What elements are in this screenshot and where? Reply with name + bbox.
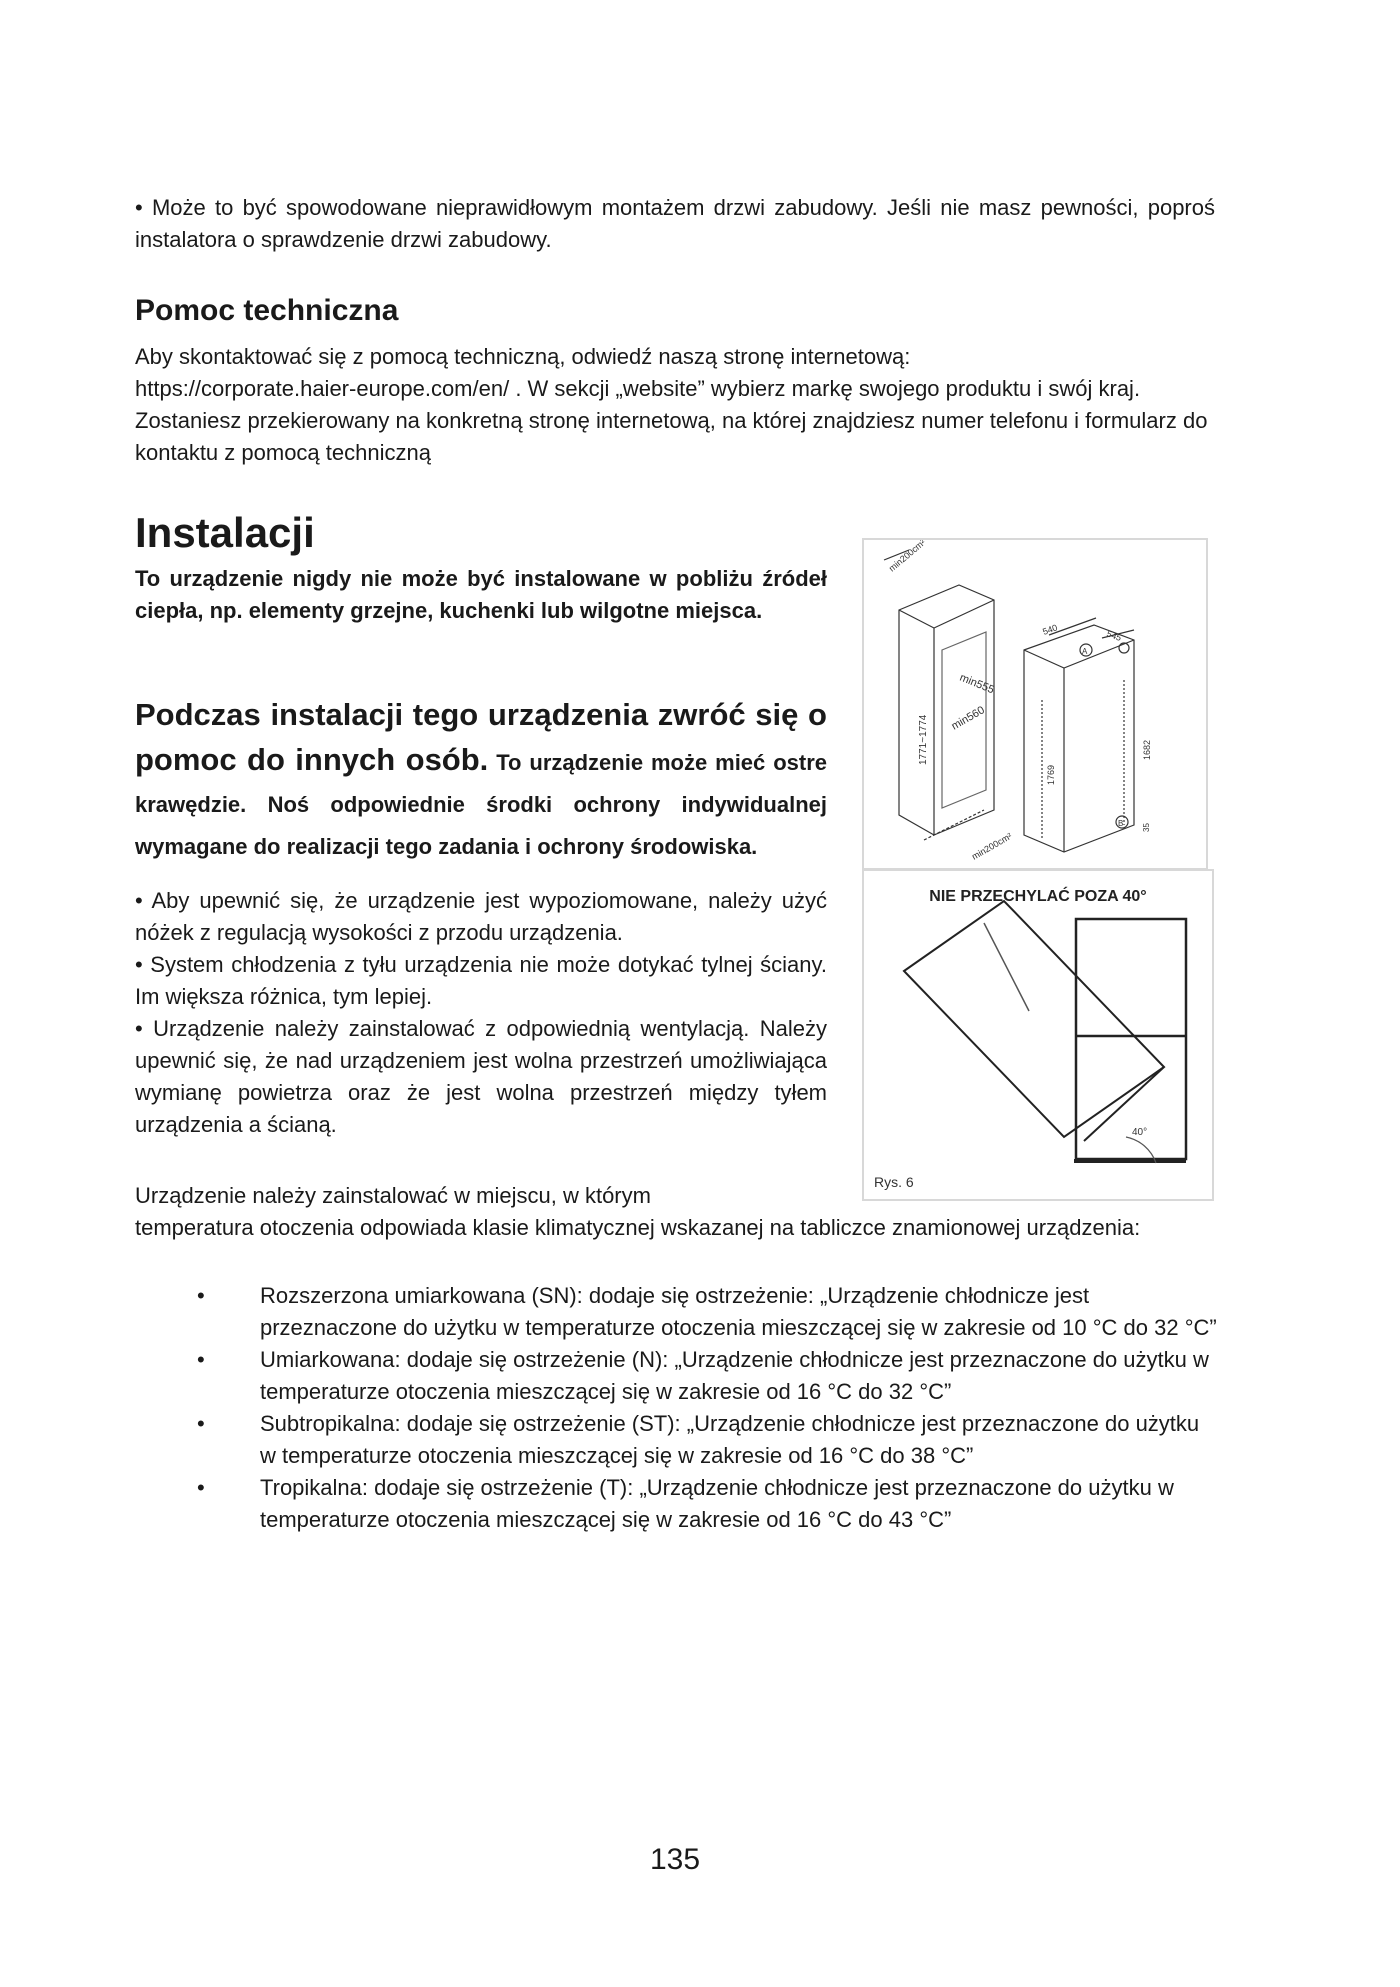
climate-item-t: [135, 1472, 1220, 1536]
dim-min555: min555: [957, 671, 996, 697]
climate-text: Umiarkowana: dodaje się ostrzeżenie (N): „Urządzenie chłodnicze jest przeznaczone do użytku w temperaturze otoczenia mieszczącej się w zakresie od 16 °C do 32 °C”: [260, 1347, 1209, 1404]
page-number: 135: [649, 1843, 701, 1876]
dim-min200-bottom: min200cm²: [970, 830, 1014, 862]
dim-35: 35: [1142, 823, 1151, 832]
climate-item-n: [135, 1344, 1220, 1408]
install-bullet-level: • Aby upewnić się, że urządzenie jest wypoziomowane, należy użyć nóżek z regulacją wysokości z przodu urządzenia.: [135, 888, 827, 945]
dim-height-range: 1771~1774: [918, 714, 929, 765]
install-warning: To urządzenie nigdy nie może być instalowane w pobliżu źródeł ciepła, np. elementy grzejne, kuchenki lub wilgotne miejsca.: [135, 566, 827, 623]
install-bullet-cooling: • System chłodzenia z tyłu urządzenia nie może dotykać tylnej ściany. Im większa różnica, tym lepiej.: [135, 952, 827, 1009]
support-line1: Aby skontaktować się z pomocą techniczną, odwiedź naszą stronę internetową:: [135, 344, 911, 369]
dim-545: 545: [1105, 628, 1123, 644]
label-a: A: [1082, 647, 1088, 656]
install-place-line2: temperatura otoczenia odpowiada klasie klimatycznej wskazanej na tabliczce znamionowej urządzenia:: [135, 1215, 1141, 1240]
dimensions-diagram: [864, 540, 1206, 868]
install-help-note: To urządzenie może mieć ostre krawędzie. Noś odpowiednie środki ochrony indywidualnej wymagane do realizacji tego zadania i ochrony środowiska.: [135, 750, 827, 859]
figure-tilt: [862, 869, 1214, 1201]
label-b: B: [1118, 819, 1124, 828]
dim-min200-top: min200cm²: [886, 540, 928, 574]
climate-text: Tropikalna: dodaje się ostrzeżenie (T): „Urządzenie chłodnicze jest przeznaczone do użytku w temperaturze otoczenia mieszczącej się w zakresie od 16 °C do 43 °C”: [260, 1475, 1174, 1532]
figure-dimensions: [862, 538, 1208, 870]
support-body: https://corporate.haier-europe.com/en/ . W sekcji „website” wybierz markę swojego produktu i swój kraj. Zostaniesz przekierowany na konkretną stronę internetową, na której znajdziesz numer telefonu i formularz do kontaktu z pomocą techniczną: [135, 376, 1208, 465]
climate-text: Subtropikalna: dodaje się ostrzeżenie (ST): „Urządzenie chłodnicze jest przeznaczone do użytku w temperaturze otoczenia mieszczącej się w zakresie od 16 °C do 38 °C”: [260, 1411, 1200, 1468]
tilt-diagram: [864, 871, 1212, 1199]
install-place-line1: Urządzenie należy zainstalować w miejscu, w którym: [135, 1183, 651, 1208]
install-bullets: [135, 885, 827, 1141]
dim-540: 540: [1041, 622, 1059, 637]
tilt-title: NIE PRZECHYLAĆ POZA 40°: [929, 888, 1147, 905]
install-heading: Instalacji: [135, 509, 315, 556]
bullet-icon: •: [197, 1283, 205, 1308]
tilt-angle: 40°: [1132, 1127, 1148, 1138]
climate-item-st: [135, 1408, 1220, 1472]
install-help: [135, 694, 827, 868]
bullet-icon: •: [197, 1475, 205, 1500]
bullet-icon: •: [197, 1411, 205, 1436]
support-heading: Pomoc techniczna: [135, 294, 399, 327]
climate-text: Rozszerzona umiarkowana (SN): dodaje się ostrzeżenie: „Urządzenie chłodnicze jest przeznaczone do użytku w temperaturze otoczenia mieszczącej się w zakresie od 10 °C do 32 °C”: [260, 1283, 1217, 1340]
dim-1769: 1769: [1046, 764, 1056, 785]
climate-list: [135, 1280, 1220, 1536]
climate-item-sn: [135, 1280, 1220, 1344]
dim-min560: min560: [949, 704, 987, 733]
install-bullet-ventilation: • Urządzenie należy zainstalować z odpowiednią wentylacją. Należy upewnić się, że nad urządzeniem jest wolna przestrzeń umożliwiająca wymianę powietrza oraz że jest wolna przestrzeń między tyłem urządzenia a ścianą.: [135, 1016, 827, 1137]
dim-1682: 1682: [1142, 739, 1152, 760]
intro-bullet: • Może to być spowodowane nieprawidłowym montażem drzwi zabudowy. Jeśli nie masz pewności, poproś instalatora o sprawdzenie drzwi zabudowy.: [135, 195, 1215, 252]
figure-caption: Rys. 6: [874, 1174, 914, 1190]
bullet-icon: •: [197, 1347, 205, 1372]
install-help-heading: Podczas instalacji tego urządzenia zwróć się o pomoc do innych osób.: [135, 697, 827, 777]
